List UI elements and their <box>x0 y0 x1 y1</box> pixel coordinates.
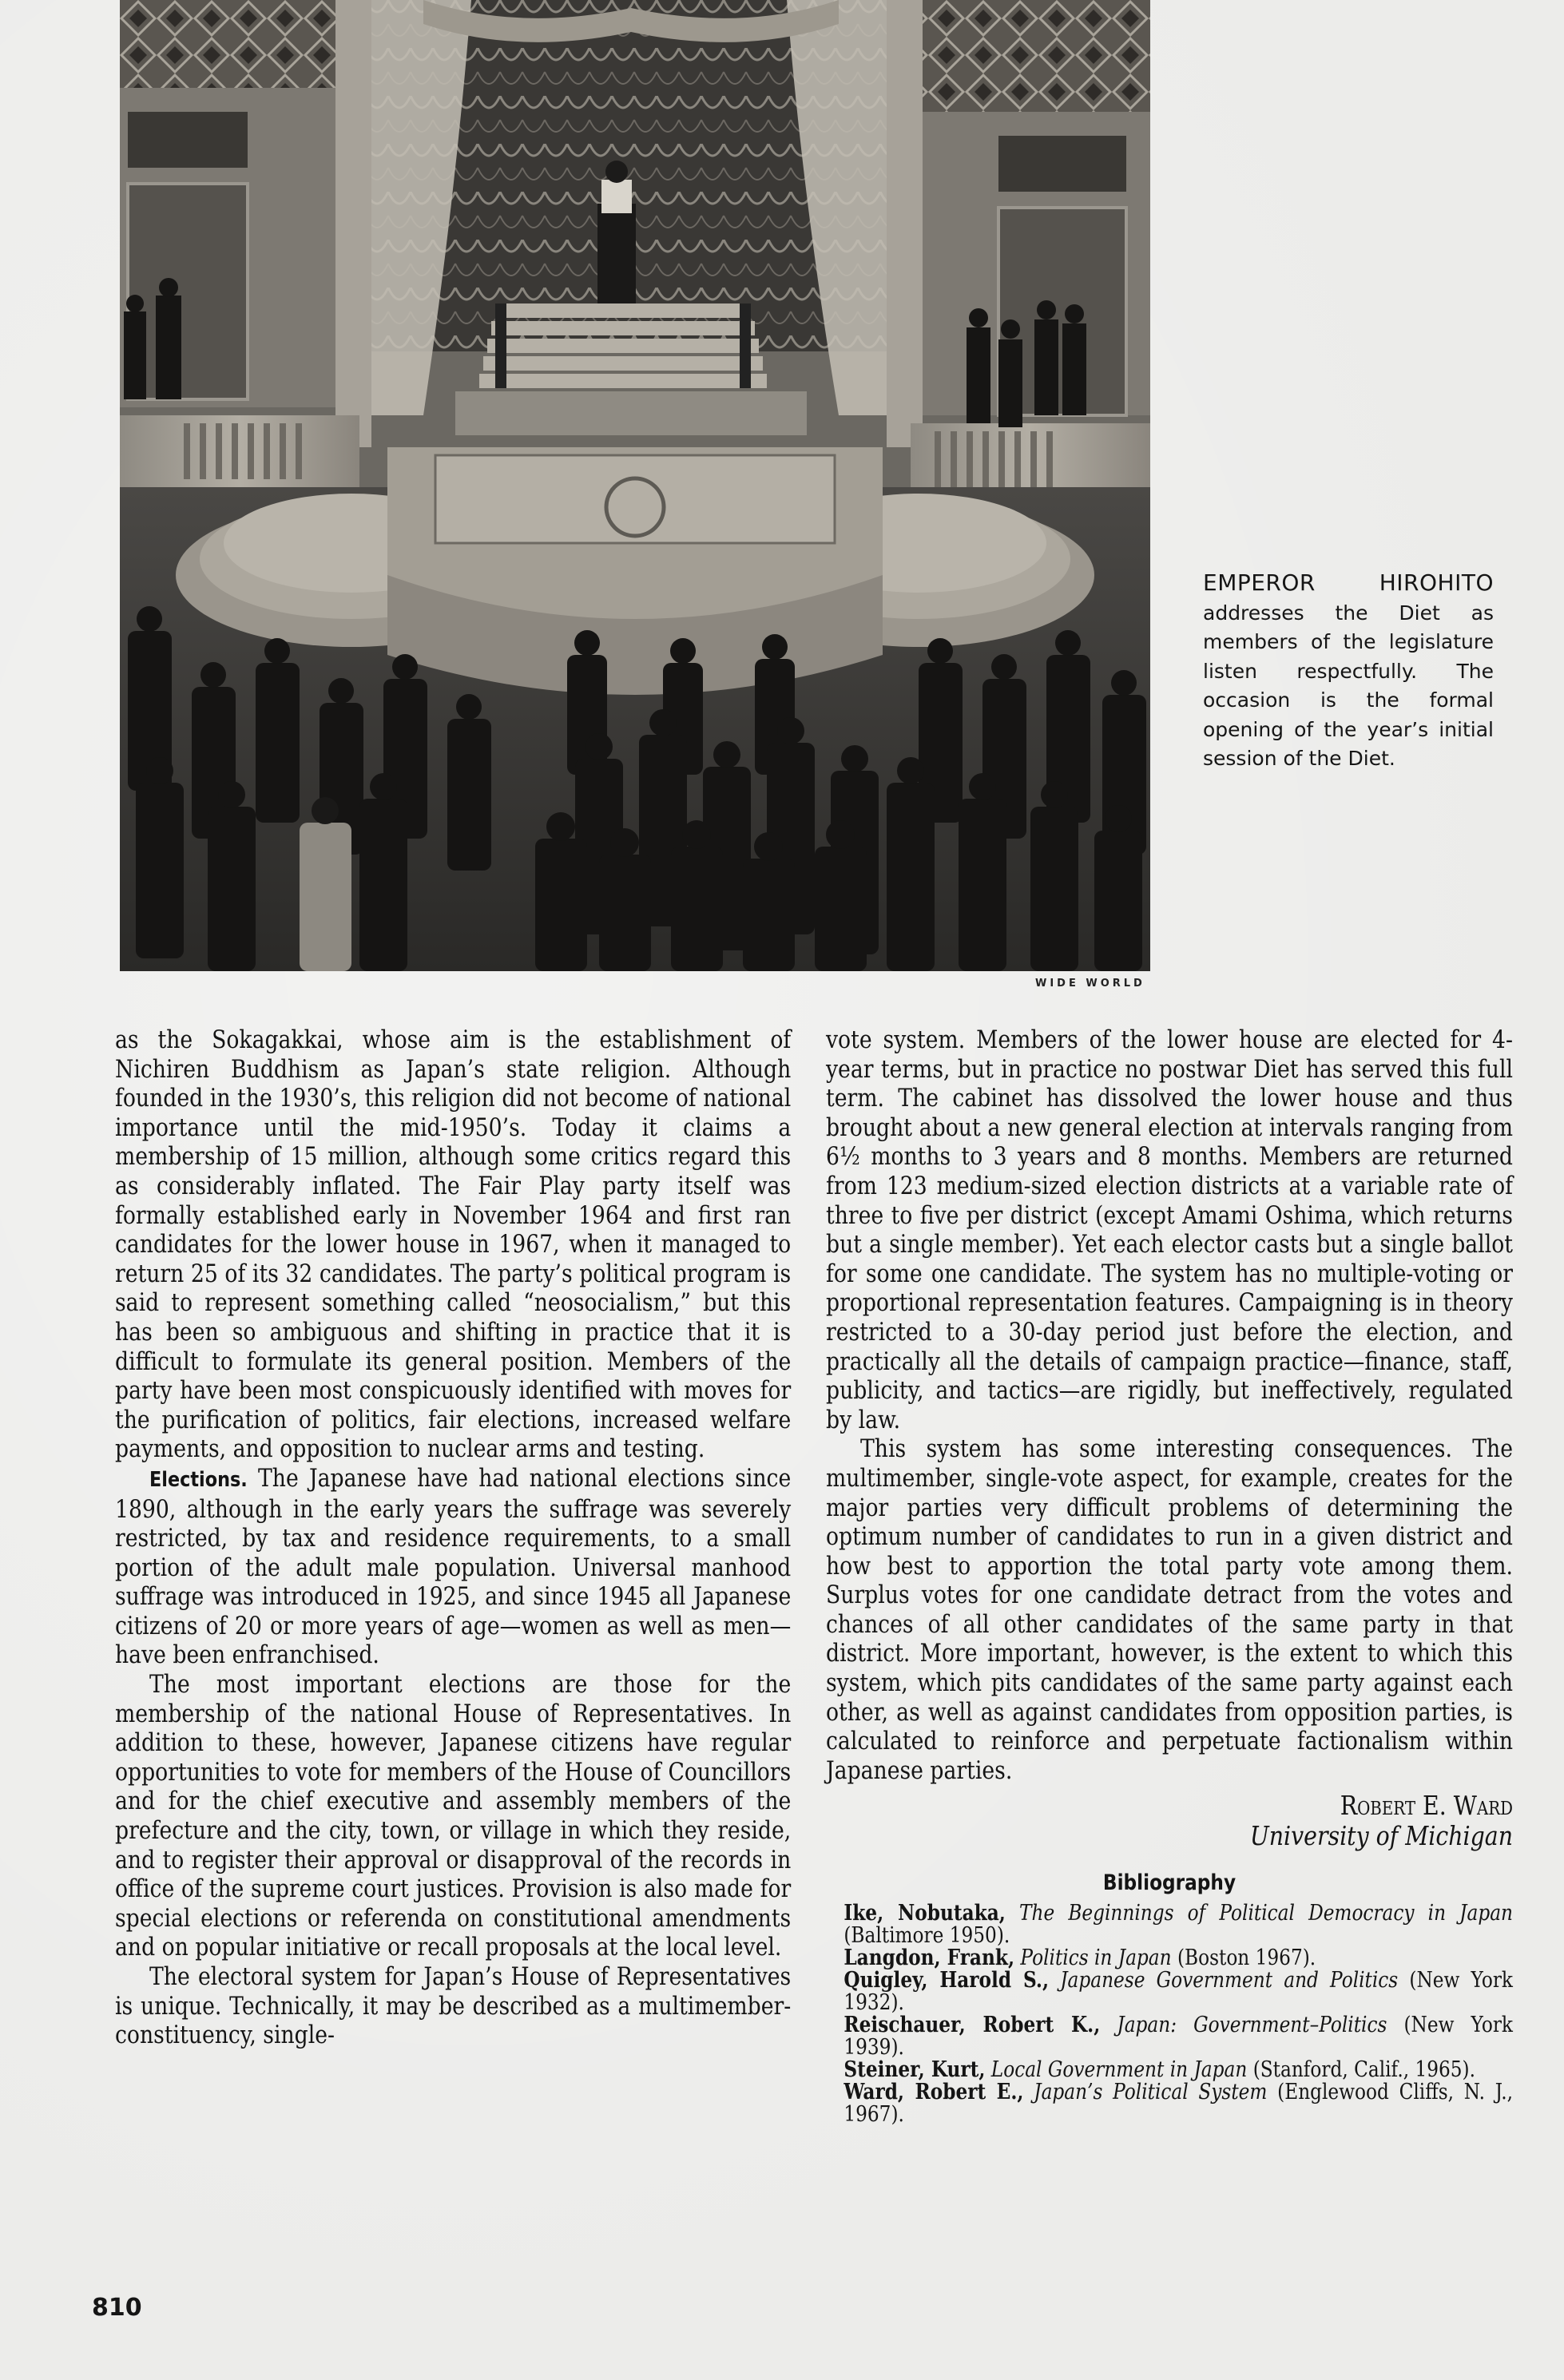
bibliography-entry <box>826 2059 1513 2081</box>
paragraph-elections <box>115 1464 791 1670</box>
author-name: Robert E. Ward <box>1340 1790 1513 1822</box>
bib-title: The Beginnings of Political Democracy in Japan <box>1019 1901 1513 1926</box>
bib-author: Reischauer, Robert K., <box>844 2013 1101 2038</box>
bib-details: (New York 1932). <box>844 1968 1513 2016</box>
paragraph-text: The most important elections are those for the membership of the national House of Representatives. In addition to these, however, Japanese citizens have regular opportunities to vote for members of the House of Councillors and for the chief executive and assembly members of the prefecture and the city, town, or village in which they reside, and to register their approval or disapproval of the records in office of the supreme court justices. Provision is also made for special elections or referenda on constitutional amendments and on popular initiative or recall proposals at the local level. <box>115 1670 792 1962</box>
bibliography-entry <box>826 2081 1513 2126</box>
bibliography-entry <box>826 1947 1513 1969</box>
bib-title: Politics in Japan <box>1020 1946 1172 1971</box>
paragraph-text: The Japanese have had national elections since 1890, although in the early years the suffrage was severely restricted, by tax and residence requirements, to a small portion of the adult male population. Universal manhood suffrage was introduced in 1925, and since 1945 all Japanese citizens of 20 or more years of age—women as well as men—have been enfranchised. <box>115 1463 792 1670</box>
bibliography-heading: Bibliography <box>1102 1870 1237 1895</box>
paragraph-text: The electoral system for Japan’s House of Representatives is unique. Technically, it may be described as a multimember-constituency, single- <box>115 1962 792 2050</box>
paragraph <box>826 1434 1513 1785</box>
bibliography-entry <box>826 1969 1513 2014</box>
author-signature <box>826 1791 1513 1822</box>
bib-author: Ward, Robert E., <box>844 2080 1024 2105</box>
bib-details: (Englewood Cliffs, N. J., 1967). <box>844 2080 1513 2128</box>
paragraph <box>826 1025 1513 1434</box>
paragraph <box>115 1962 791 2050</box>
paragraph-text: vote system. Members of the lower house are elected for 4-year terms, but in practice no postwar Diet has served this full term. The cabinet has dissolved the lower house and thus brought about a new general election at intervals ranging from 6½ months to 3 years and 8 months. Members are returned from 123 medium-sized election districts at a variable rate of three to five per district (except Amami Oshima, which returns but a single member). Yet each elector casts but a single ballot for some one candidate. The system has no multiple-voting or proportional representation features. Campaigning is in theory restricted to a 30-day period just before the election, and practically all the details of campaign practice—finance, staff, publicity, and tactics—are rigidly, but ineffectively, regulated by law. <box>826 1025 1513 1434</box>
left-column <box>115 1025 791 2050</box>
paragraph <box>115 1025 791 1464</box>
photo-credit: WIDE WORLD <box>1035 978 1145 990</box>
page-number: 810 <box>92 2294 142 2322</box>
bib-title: Japan’s Political System <box>1034 2080 1268 2105</box>
bib-author: Steiner, Kurt, <box>844 2057 986 2083</box>
bibliography-entry <box>826 2014 1513 2059</box>
bib-author: Quigley, Harold S., <box>844 1968 1050 1993</box>
bib-title: Local Government in Japan <box>990 2057 1248 2083</box>
paragraph-text: as the Sokagakkai, whose aim is the establishment of Nichiren Buddhism as Japan’s state religion. Although founded in the 1930’s, this religion did not become of national importance until the mid-1950’s. Today it claims a membership of 15 million, although some critics regard this as considerably inflated. The Fair Play party itself was formally established early in November 1964 and first ran candidates for the lower house in 1967, when it managed to return 25 of its 32 candidates. The party’s political program is said to represent something called “neosocialism,” but this has been so ambiguous and shifting in practice that it is difficult to formulate its general position. Members of the party have been most conspicuously identified with moves for the purification of politics, fair elections, increased welfare payments, and opposition to nuclear arms and testing. <box>115 1025 792 1464</box>
bibliography-entry <box>826 1902 1513 1947</box>
photo-illustration <box>120 0 1150 971</box>
bib-details: (Stanford, Calif., 1965). <box>1247 2057 1475 2083</box>
bib-title: Japan: Government–Politics <box>1117 2013 1387 2038</box>
bib-author: Langdon, Frank, <box>844 1946 1015 1971</box>
caption-lead: EMPEROR HIROHITO <box>1203 569 1494 596</box>
bib-details: (Baltimore 1950). <box>844 1923 1010 1949</box>
right-column <box>826 1025 1513 2126</box>
paragraph-text: This system has some interesting consequences. The multimember, single-vote aspect, for example, creates for the major parties very difficult problems of determining the optimum number of candidates to run in a given district and how best to apportion the total party vote among them. Surplus votes for one candidate detract from the votes and chances of all other candidates of the same party in that district. More important, however, is the extent to which this system, which pits candidates of the same party against each other, as well as against candidates from opposition parties, is calculated to reinforce and perpetuate factionalism within Japanese parties. <box>826 1434 1513 1785</box>
paragraph <box>115 1670 791 1962</box>
photo-caption <box>1203 569 1494 774</box>
bib-details: (Boston 1967). <box>1171 1946 1316 1971</box>
section-heading-elections: Elections. <box>149 1467 248 1492</box>
bib-title: Japanese Government and Politics <box>1060 1968 1399 1993</box>
author-affiliation: University of Michigan <box>1249 1820 1513 1852</box>
caption-text: addresses the Diet as members of the legislature listen respectfully. The occasion is the formal opening of the year’s initial session of the Diet. <box>1203 601 1494 770</box>
bib-author: Ike, Nobutaka, <box>844 1901 1006 1926</box>
photo-diet-session <box>120 0 1150 971</box>
bib-details: (New York 1939). <box>844 2013 1513 2061</box>
